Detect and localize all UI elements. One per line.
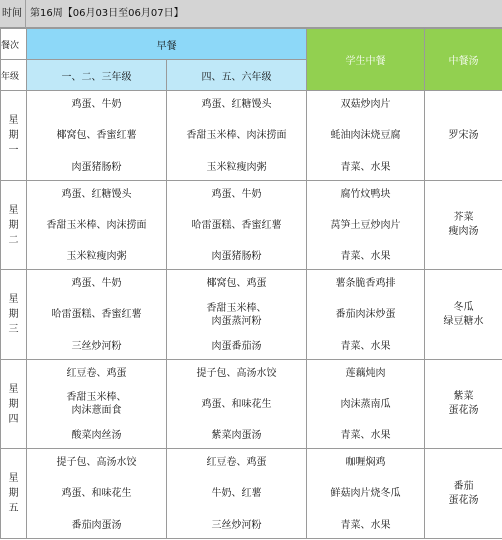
dish-item: 紫菜肉蛋汤 [211, 429, 262, 441]
dish-item: 莴笋土豆炒肉片 [330, 219, 401, 231]
lunch-cell [307, 449, 425, 539]
day-row [1, 270, 502, 360]
dish-item: 鸡蛋、牛奶 [71, 98, 122, 110]
day-row [1, 91, 502, 181]
day-char: 星 [8, 473, 19, 484]
dish-item: 香甜玉米棒、肉沫捞面 [46, 219, 147, 231]
dish-item: 香甜玉米棒、 肉沫薏面食 [66, 392, 127, 416]
dish-item: 三丝炒河粉 [71, 340, 122, 352]
dish-item: 鲜菇肉片烧冬瓜 [330, 488, 401, 499]
dish-item: 莲藕炖肉 [345, 367, 386, 379]
soup-item: 瘦肉汤 [448, 226, 479, 237]
day-char: 三 [8, 324, 19, 335]
day-char: 星 [8, 294, 19, 305]
dish-item: 双菇炒肉片 [340, 98, 391, 110]
soup-item: 芥菜 [453, 212, 474, 223]
day-char: 星 [8, 204, 19, 216]
dish-item: 提子包、高汤水饺 [196, 367, 277, 379]
soup-item: 紫菜 [453, 391, 474, 402]
dish-item: 青菜、水果 [340, 340, 391, 352]
bf-a-cell [27, 270, 167, 360]
dish-item: 红豆卷、鸡蛋 [206, 456, 267, 468]
day-cell [1, 360, 27, 449]
dish-item: 鸡蛋、和味花生 [201, 398, 272, 410]
lunch-cell [307, 360, 425, 449]
soup-cell [425, 91, 502, 181]
breakfast-header: 早餐 [27, 29, 307, 60]
dish-item: 哈雷蛋糕、香蜜红薯 [191, 219, 282, 231]
soup-header: 中餐汤 [425, 29, 502, 91]
day-char: 期 [8, 130, 19, 141]
dish-item: 番茄肉沫炒蛋 [335, 309, 396, 320]
dish-item: 香甜玉米棒、 肉蛋蒸河粉 [206, 302, 267, 327]
time-label: 时间 [0, 0, 26, 28]
dish-item: 番茄肉蛋汤 [71, 519, 122, 531]
lunch-header: 学生中餐 [307, 29, 425, 91]
soup-item: 蛋花汤 [448, 405, 479, 416]
soup-item: 绿豆糖水 [443, 315, 484, 327]
dish-item: 三丝炒河粉 [211, 519, 262, 531]
bf-b-cell [167, 360, 307, 449]
soup-item: 罗宋汤 [448, 129, 479, 141]
bf-a-cell [27, 360, 167, 449]
dish-item: 哈雷蛋糕、香蜜红薯 [51, 309, 142, 320]
lunch-cell [307, 91, 425, 181]
title-bar [0, 0, 502, 28]
day-char: 期 [8, 398, 19, 410]
soup-item: 蛋花汤 [448, 494, 479, 506]
dish-item: 玉米粒瘦肉粥 [206, 161, 267, 173]
soup-cell [425, 270, 502, 360]
dish-item: 青菜、水果 [340, 429, 391, 441]
meal-label: 餐次 [1, 29, 27, 60]
dish-item: 鸡蛋、红糖馒头 [61, 188, 132, 200]
day-char: 期 [8, 219, 19, 231]
day-char: 四 [8, 413, 19, 425]
day-cell [1, 270, 27, 360]
dish-item: 肉蛋番茄汤 [211, 340, 262, 352]
soup-item: 番茄 [453, 480, 474, 492]
soup-cell [425, 449, 502, 539]
dish-item: 鸡蛋、牛奶 [211, 188, 262, 200]
day-char: 星 [8, 383, 19, 395]
day-char: 五 [8, 503, 19, 514]
day-cell [1, 181, 27, 270]
bf-b-cell [167, 270, 307, 360]
dish-item: 肉蛋猪肠粉 [211, 250, 262, 262]
grade-label: 年级 [1, 60, 27, 91]
bf-a-cell [27, 181, 167, 270]
day-char: 一 [8, 145, 19, 156]
day-row [1, 360, 502, 449]
bf-b-cell [167, 181, 307, 270]
soup-cell [425, 181, 502, 270]
day-cell [1, 449, 27, 539]
dish-item: 椰窝包、鸡蛋 [206, 277, 267, 289]
dish-item: 青菜、水果 [340, 519, 391, 531]
bf-b-cell [167, 91, 307, 181]
dish-item: 薯条脆香鸡排 [335, 277, 396, 289]
dish-item: 牛奶、红薯 [211, 488, 262, 499]
dish-item: 鸡蛋、牛奶 [71, 277, 122, 289]
dish-item: 提子包、高汤水饺 [56, 456, 137, 468]
dish-item: 鸡蛋、和味花生 [61, 488, 132, 499]
lunch-cell [307, 270, 425, 360]
day-char: 期 [8, 309, 19, 320]
dish-item: 青菜、水果 [340, 161, 391, 173]
dish-item: 红豆卷、鸡蛋 [66, 367, 127, 379]
soup-cell [425, 360, 502, 449]
day-row [1, 181, 502, 270]
menu-table [0, 28, 502, 539]
lunch-cell [307, 181, 425, 270]
bf-a-cell [27, 449, 167, 539]
bf-a-cell [27, 91, 167, 181]
dish-item: 肉蛋猪肠粉 [71, 161, 122, 173]
dish-item: 椰窝包、香蜜红薯 [56, 130, 137, 141]
day-row [1, 449, 502, 539]
day-cell [1, 91, 27, 181]
grade-b-header: 四、五、六年级 [167, 60, 307, 91]
dish-item: 香甜玉米棒、肉沫捞面 [186, 130, 287, 141]
day-char: 二 [8, 234, 19, 246]
dish-item: 鸡蛋、红糖馒头 [201, 98, 272, 110]
dish-item: 咖喱焖鸡 [345, 456, 386, 468]
dish-item: 蚝油肉沫烧豆腐 [330, 130, 401, 141]
dish-item: 青菜、水果 [340, 250, 391, 262]
day-char: 期 [8, 488, 19, 499]
day-char: 星 [8, 115, 19, 126]
bf-b-cell [167, 449, 307, 539]
dish-item: 肉沫蒸南瓜 [340, 398, 391, 410]
dish-item: 酸菜肉丝汤 [71, 429, 122, 441]
grade-a-header: 一、二、三年级 [27, 60, 167, 91]
soup-item: 冬瓜 [453, 301, 474, 313]
dish-item: 玉米粒瘦肉粥 [66, 250, 127, 262]
dish-item: 腐竹炆鸭块 [340, 188, 391, 200]
week-title: 第16周【06月03日至06月07日】 [30, 8, 184, 19]
